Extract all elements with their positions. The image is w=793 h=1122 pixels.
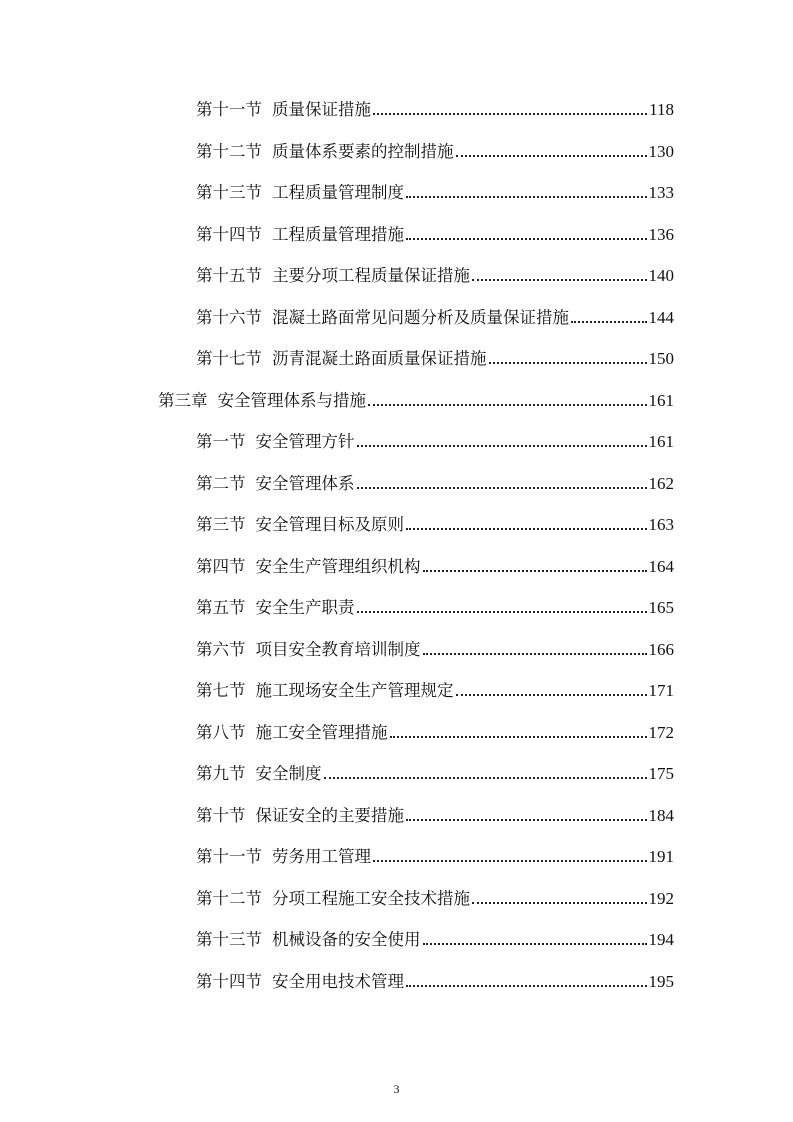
toc-entry-title: 安全生产管理组织机构: [255, 557, 421, 576]
dot-leader: [423, 570, 647, 572]
dot-leader: [423, 653, 647, 655]
toc-entry-title: 质量体系要素的控制措施: [272, 142, 454, 161]
toc-entry-page: 161: [648, 391, 674, 410]
dot-leader: [357, 611, 647, 613]
dot-leader: [357, 445, 647, 447]
toc-entry[interactable]: [196, 594, 674, 618]
dot-leader: [390, 736, 647, 738]
dot-leader: [489, 362, 647, 364]
dot-leader: [373, 860, 647, 862]
dot-leader: [373, 113, 647, 115]
toc-entry[interactable]: [196, 511, 674, 535]
toc-entry[interactable]: [196, 96, 674, 120]
toc-entry[interactable]: [196, 262, 674, 286]
toc-entry-number: 第三节: [196, 515, 246, 534]
toc-entry-page: 150: [648, 349, 674, 368]
toc-entry-page: 130: [648, 142, 674, 161]
toc-entry-title: 施工现场安全生产管理规定: [255, 681, 454, 700]
toc-entry-number: 第十二节: [196, 889, 262, 908]
dot-leader: [324, 777, 647, 779]
toc-entry-number: 第一节: [196, 432, 246, 451]
toc-entry-number: 第十一节: [196, 100, 262, 119]
toc-chapter-entry[interactable]: [158, 387, 674, 411]
toc-entry-page: 175: [648, 764, 674, 783]
toc-entry-number: 第十二节: [196, 142, 262, 161]
dot-leader: [423, 943, 647, 945]
dot-leader: [472, 279, 647, 281]
toc-entry[interactable]: [196, 470, 674, 494]
dot-leader: [472, 902, 647, 904]
toc-entry-title: 安全用电技术管理: [272, 972, 404, 991]
toc-entry-page: 184: [648, 806, 674, 825]
dot-leader: [456, 155, 647, 157]
toc-entry[interactable]: [196, 636, 674, 660]
toc-entry-number: 第十六节: [196, 308, 262, 327]
toc-entry-page: 172: [648, 723, 674, 742]
toc-entry-page: 164: [648, 557, 674, 576]
toc-entry[interactable]: [196, 885, 674, 909]
toc-entry-number: 第十三节: [196, 183, 262, 202]
toc-entry-title: 保证安全的主要措施: [255, 806, 404, 825]
toc-entry[interactable]: [196, 221, 674, 245]
toc-entry-number: 第七节: [196, 681, 246, 700]
toc-entry-number: 第五节: [196, 598, 246, 617]
toc-entry-title: 安全管理目标及原则: [255, 515, 404, 534]
toc-entry-page: 133: [648, 183, 674, 202]
toc-entry-title: 主要分项工程质量保证措施: [272, 266, 470, 285]
toc-entry[interactable]: [196, 843, 674, 867]
dot-leader: [406, 985, 647, 987]
toc-entry-number: 第十四节: [196, 225, 262, 244]
toc-entry[interactable]: [196, 802, 674, 826]
toc-entry-number: 第十三节: [196, 930, 262, 949]
toc-entry-page: 161: [648, 432, 674, 451]
toc-entry[interactable]: [196, 719, 674, 743]
dot-leader: [406, 238, 647, 240]
toc-entry-title: 项目安全教育培训制度: [255, 640, 421, 659]
dot-leader: [571, 321, 647, 323]
toc-entry-number: 第二节: [196, 474, 246, 493]
dot-leader: [368, 404, 647, 406]
toc-entry[interactable]: [196, 968, 674, 992]
toc-entry-page: 194: [648, 930, 674, 949]
dot-leader: [406, 528, 647, 530]
toc-entry[interactable]: [196, 926, 674, 950]
toc-entry-number: 第十节: [196, 806, 246, 825]
toc-entry[interactable]: [196, 760, 674, 784]
toc-entry-title: 施工安全管理措施: [255, 723, 388, 742]
toc-entry-page: 166: [648, 640, 674, 659]
toc-entry-number: 第六节: [196, 640, 246, 659]
toc-entry-number: 第八节: [196, 723, 246, 742]
toc-entry-title: 机械设备的安全使用: [272, 930, 421, 949]
toc-entry-page: 195: [648, 972, 674, 991]
toc-entry-title: 质量保证措施: [272, 100, 371, 119]
dot-leader: [406, 819, 647, 821]
toc-entry-page: 140: [648, 266, 674, 285]
toc-entry-title: 分项工程施工安全技术措施: [272, 889, 470, 908]
toc-entry-title: 劳务用工管理: [272, 847, 371, 866]
toc-entry[interactable]: [196, 428, 674, 452]
dot-leader: [357, 487, 647, 489]
toc-entry[interactable]: [196, 553, 674, 577]
toc-entry-title: 工程质量管理措施: [272, 225, 404, 244]
toc-entry[interactable]: [196, 677, 674, 701]
toc-entry-page: 163: [648, 515, 674, 534]
toc-entry-page: 192: [648, 889, 674, 908]
page-number: 3: [393, 1082, 400, 1096]
toc-entry[interactable]: [196, 179, 674, 203]
toc-entry-title: 安全管理体系与措施: [217, 391, 366, 410]
toc-entry-number: 第九节: [196, 764, 246, 783]
dot-leader: [406, 196, 647, 198]
toc-entry-title: 安全生产职责: [255, 598, 355, 617]
toc-entry[interactable]: [196, 138, 674, 162]
toc-entry-title: 工程质量管理制度: [272, 183, 404, 202]
toc-entry-title: 混凝土路面常见问题分析及质量保证措施: [272, 308, 569, 327]
toc-entry-number: 第十五节: [196, 266, 262, 285]
toc-entry-number: 第十四节: [196, 972, 262, 991]
toc-entry-number: 第十七节: [196, 349, 262, 368]
toc-entry-number: 第四节: [196, 557, 246, 576]
toc-entry-number: 第十一节: [196, 847, 262, 866]
dot-leader: [456, 694, 647, 696]
toc-entry[interactable]: [196, 304, 674, 328]
toc-entry-title: 安全管理体系: [255, 474, 355, 493]
toc-entry-page: 191: [648, 847, 674, 866]
toc-entry-page: 144: [648, 308, 674, 327]
toc-entry-page: 171: [648, 681, 674, 700]
toc-entry-title: 安全管理方针: [255, 432, 355, 451]
toc-entry-number: 第三章: [158, 391, 208, 410]
toc-entry-page: 162: [648, 474, 674, 493]
toc-entry-page: 118: [649, 100, 674, 119]
toc-entry-title: 沥青混凝土路面质量保证措施: [272, 349, 487, 368]
toc-entry-title: 安全制度: [255, 764, 322, 783]
toc-entry-page: 165: [648, 598, 674, 617]
toc-entry-page: 136: [648, 225, 674, 244]
toc-entry[interactable]: [196, 345, 674, 369]
